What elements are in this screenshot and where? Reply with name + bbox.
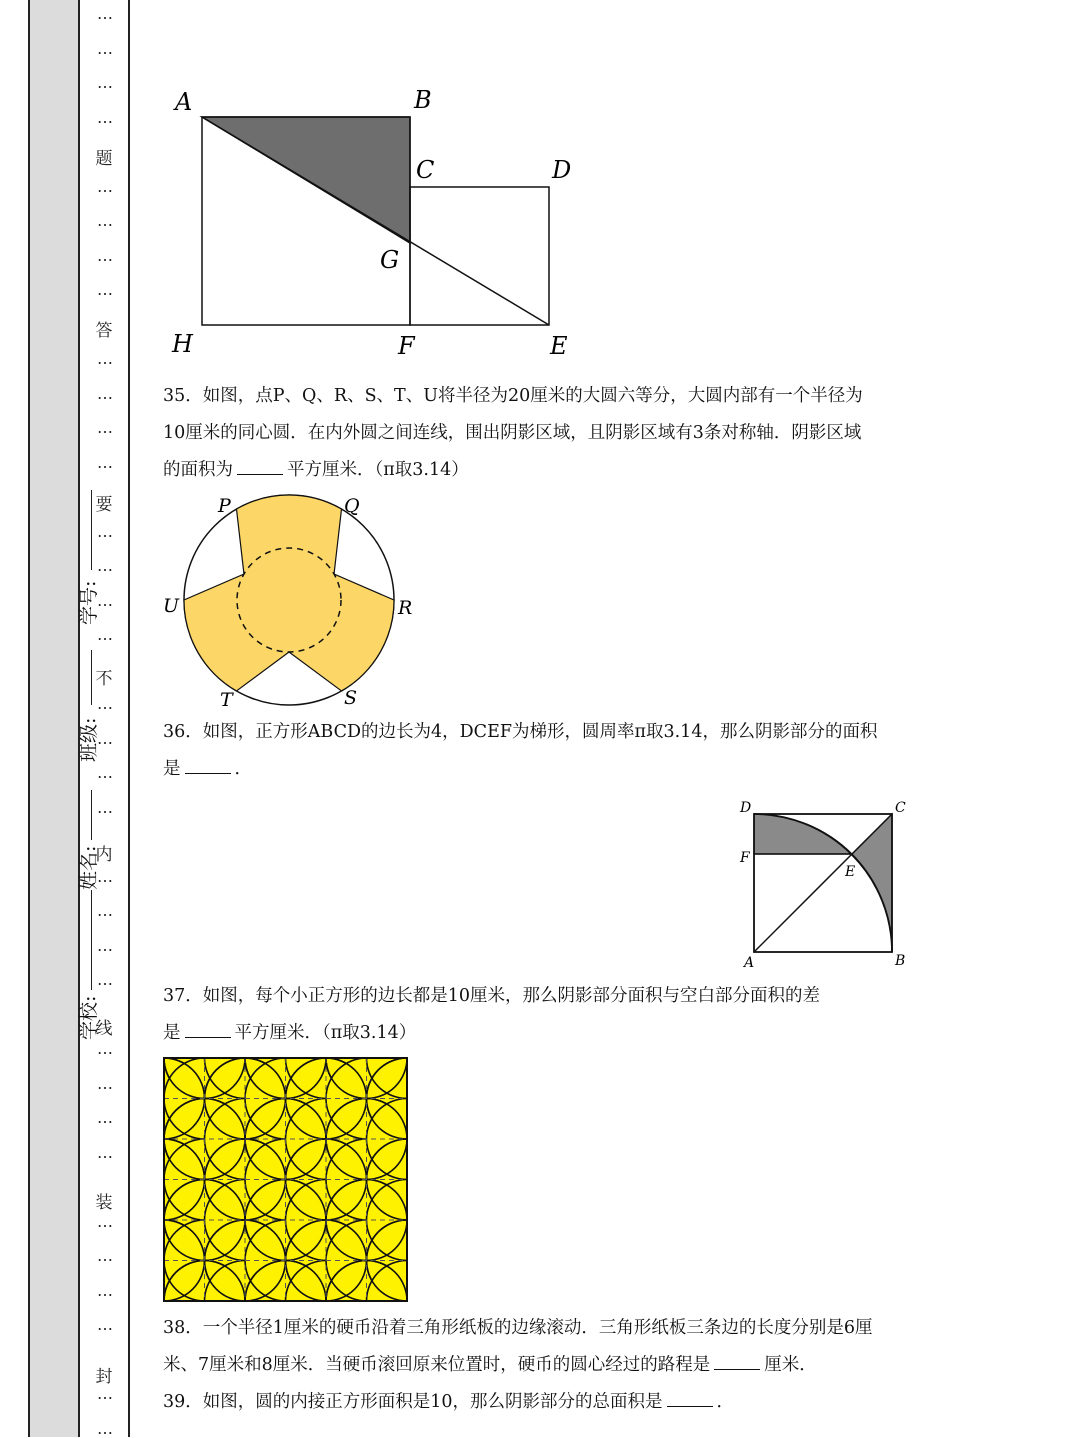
name-label: 姓名: [78,845,100,890]
seal-dots: … [97,452,111,472]
seal-line-column [80,0,130,1437]
label-s: S [344,687,358,709]
seal-dots: … [97,280,111,299]
label-g: G [380,246,400,274]
school-label: 学校: [78,995,100,1040]
seal-dots: … [97,418,111,437]
seal-dots: … [97,866,111,886]
q38-line2-post: 厘米． [764,1355,817,1375]
label-u: U [163,595,180,617]
q39-line1-pre: 39．如图，圆的内接正方形面积是10，那么阴影部分的总面积是 [163,1392,663,1412]
seal-char: 线 [95,1019,113,1039]
seal-dots: … [97,245,111,265]
seal-dots: … [97,970,111,989]
seal-dots: … [97,797,111,817]
student-id-label: 学号: [78,580,100,625]
label-d: D [552,156,572,184]
figure-34 [160,80,600,370]
answer-blank[interactable] [237,460,283,475]
label-b: B [414,86,432,114]
q37-line2-post: 平方厘米．（π取3.14） [234,1023,417,1043]
q38-line2-pre: 米、7厘米和8厘米．当硬币滚回原来位置时，硬币的圆心经过的路程是 [163,1355,711,1375]
seal-char: 要 [95,495,113,515]
seal-dots: … [97,1211,111,1231]
label-f: F [740,850,750,866]
q35-line3-pre: 的面积为 [163,460,233,480]
answer-blank[interactable] [714,1355,760,1370]
seal-char: 不 [95,669,113,689]
seal-char: 题 [95,149,113,169]
seal-dots: … [97,211,111,230]
seal-dots: … [97,1039,111,1058]
seal-dots: … [97,1418,111,1438]
label-a: A [744,955,755,971]
q35-line2: 10厘米的同心圆．在内外圆之间连线，围出阴影区域，且阴影区域有3条对称轴．阴影区域 [163,423,862,443]
shaded-left [754,814,852,854]
q35-line3 [163,452,469,489]
label-d: D [740,800,752,816]
label-c: C [416,156,435,184]
label-f: F [398,332,415,360]
seal-dots: … [97,763,111,782]
q36-line2 [163,751,252,788]
q35-line1: 35．如图，点P、Q、R、S、T、U将半径为20厘米的大圆六等分，大圆内部有一个半径为 [163,386,863,406]
q38-line1: 38．一个半径1厘米的硬币沿着三角形纸板的边缘滚动．三角形纸板三条边的长度分别是6厘 [163,1318,873,1338]
small-square [410,187,549,325]
q37-line2 [163,1015,416,1052]
seal-dots: … [97,590,111,610]
seal-dots: … [97,901,111,920]
seal-dots: … [97,556,111,575]
q39-line1 [163,1384,734,1421]
figure-35 [160,490,420,710]
label-q: Q [344,495,360,517]
seal-dots: … [97,4,111,23]
seal-dots: … [97,1280,111,1300]
label-r: R [398,597,413,619]
q38-line2 [163,1347,817,1384]
answer-blank[interactable] [185,1023,231,1038]
label-a: A [175,88,193,116]
seal-char: 装 [95,1193,113,1213]
figure-37 [162,1056,412,1306]
seal-dots: … [97,521,111,541]
q37-line1: 37．如图，每个小正方形的边长都是10厘米，那么阴影部分面积与空白部分面积的差 [163,986,821,1006]
binding-strip [28,0,100,1437]
answer-blank[interactable] [185,759,231,774]
seal-char: 答 [95,321,113,341]
q36-line2-post: ． [234,759,252,779]
seal-dots: … [97,1108,111,1127]
label-t: T [220,689,233,710]
label-c: C [895,800,906,816]
label-b: B [895,953,906,969]
label-e: E [550,332,568,360]
seal-dots: … [97,73,111,92]
seal-char: 封 [95,1367,113,1387]
q36-line1: 36．如图，正方形ABCD的边长为4，DCEF为梯形，圆周率π取3.14，那么阴影部分的面积 [163,722,878,742]
seal-dots: … [97,1073,111,1093]
seal-dots: … [97,728,111,748]
q35-line3-post: 平方厘米．（π取3.14） [287,460,469,480]
seal-dots: … [97,349,111,368]
seal-dots: … [97,1384,111,1403]
label-p: P [218,495,231,517]
seal-dots: … [97,176,111,196]
figure-36 [730,795,930,975]
label-e: E [845,864,856,880]
seal-dots: … [97,935,111,955]
q36-line2-pre: 是 [163,759,181,779]
label-h: H [172,330,193,358]
class-label: 班级: [78,717,100,762]
seal-dots: … [97,107,111,127]
seal-dots: … [97,625,111,644]
seal-dots: … [97,1142,111,1162]
seal-dots: … [97,38,111,58]
q39-line1-post: ． [716,1392,735,1412]
seal-dots: … [97,1315,111,1334]
seal-char: 内 [95,845,113,865]
answer-blank[interactable] [667,1392,713,1407]
seal-dots: … [97,1246,111,1265]
seal-dots: … [97,383,111,403]
q37-line2-pre: 是 [163,1023,181,1043]
seal-dots: … [97,694,111,713]
